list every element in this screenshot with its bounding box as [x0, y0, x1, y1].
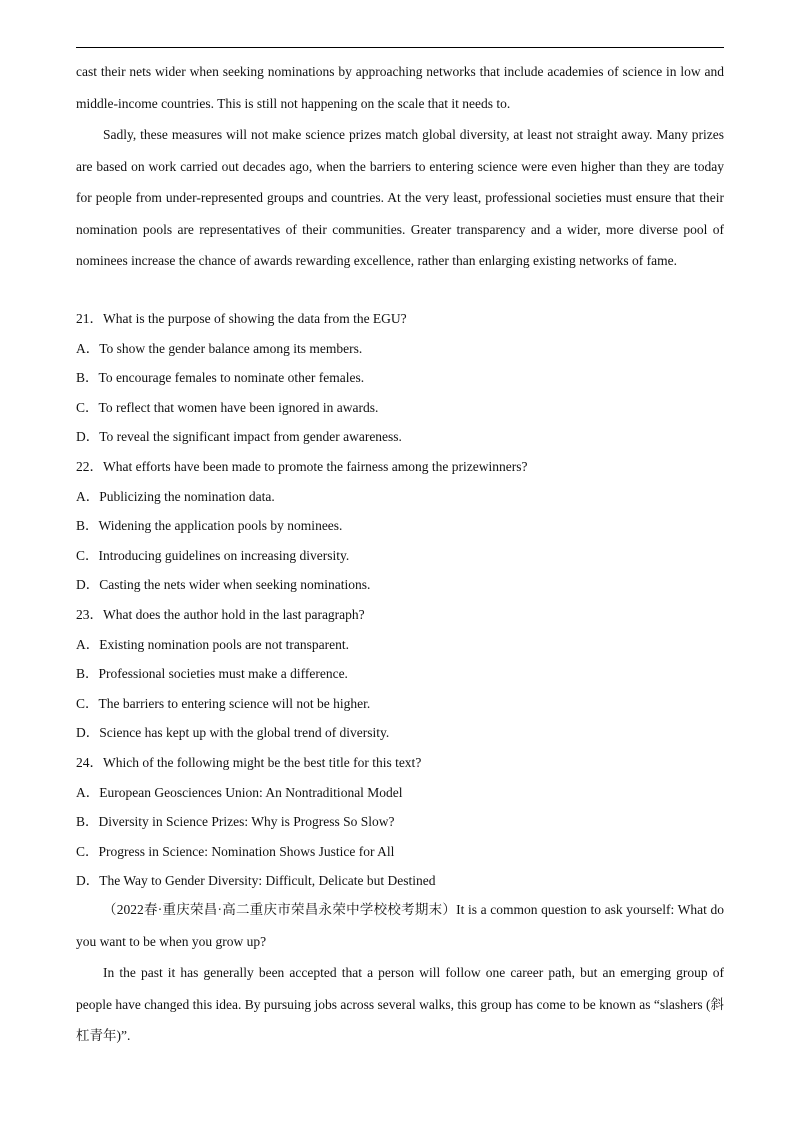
option-text: Professional societies must make a difference. [98, 666, 348, 682]
option-letter: A． [76, 636, 100, 652]
option-text: To show the gender balance among its members. [99, 340, 363, 356]
answer-option[interactable] [76, 659, 724, 689]
option-letter: A． [76, 784, 100, 800]
header-rule [76, 47, 724, 48]
question [76, 748, 724, 896]
question-stem: 24．Which of the following might be the best title for this text? [76, 754, 422, 770]
option-text: Diversity in Science Prizes: Why is Progress So Slow? [98, 814, 395, 830]
question [76, 600, 724, 748]
option-text: Publicizing the nomination data. [99, 488, 275, 504]
option-letter: C． [76, 547, 99, 563]
option-text: Widening the application pools by nominees. [98, 518, 343, 534]
option-letter: A． [76, 488, 100, 504]
option-letter: D． [76, 429, 100, 445]
answer-option[interactable] [76, 718, 724, 748]
option-text: To reflect that women have been ignored in awards. [98, 399, 379, 415]
option-text: The barriers to entering science will not be higher. [98, 695, 371, 711]
passage-paragraph: cast their nets wider when seeking nominations by approaching networks that include academies of science in low and middle-income countries. This is still not happening on the scale that it needs to. [76, 64, 724, 111]
answer-option[interactable] [76, 541, 724, 571]
next-passage-section [76, 894, 724, 1052]
option-text: To reveal the significant impact from gender awareness. [99, 429, 402, 445]
answer-option[interactable] [76, 363, 724, 393]
option-letter: D． [76, 577, 100, 593]
answer-option[interactable] [76, 511, 724, 541]
option-text: Casting the nets wider when seeking nominations. [99, 577, 371, 593]
option-text: To encourage females to nominate other females. [98, 370, 365, 386]
question-stem: 23．What does the author hold in the last paragraph? [76, 606, 365, 622]
answer-option[interactable] [76, 837, 724, 867]
answer-option[interactable] [76, 778, 724, 808]
answer-option[interactable] [76, 689, 724, 719]
question-stem: 21．What is the purpose of showing the data from the EGU? [76, 311, 407, 326]
question-number: 21． [76, 311, 103, 326]
option-letter: B． [76, 666, 99, 682]
option-text: European Geosciences Union: An Nontraditional Model [99, 784, 403, 800]
answer-option[interactable] [76, 482, 724, 512]
answer-option[interactable] [76, 422, 724, 452]
option-text: Existing nomination pools are not transparent. [99, 636, 349, 652]
option-letter: C． [76, 399, 99, 415]
option-text: Progress in Science: Nomination Shows Justice for All [98, 843, 395, 859]
question [76, 304, 724, 452]
option-letter: D． [76, 873, 100, 889]
answer-option[interactable] [76, 393, 724, 423]
question-number: 23． [76, 606, 103, 622]
question [76, 452, 724, 600]
passage-section [76, 56, 724, 277]
option-text: Science has kept up with the global trend of diversity. [99, 725, 390, 741]
questions-section [76, 304, 724, 896]
option-text: Introducing guidelines on increasing diversity. [98, 547, 350, 563]
passage-paragraph: Sadly, these measures will not make science prizes match global diversity, at least not straight away. Many prizes are based on work carried out decades ago, when the barriers to entering science were even higher than they are today for people from under-represented groups and countries. At the very least, professional societies must ensure that their nomination pools are representatives of their communities. Greater transparency and a wider, more diverse pool of nominees increase the chance of awards rewarding excellence, rather than enlarging existing networks of fame. [76, 127, 724, 268]
option-letter: B． [76, 814, 99, 830]
answer-option[interactable] [76, 630, 724, 660]
option-text: The Way to Gender Diversity: Difficult, Delicate but Destined [99, 873, 436, 889]
answer-option[interactable] [76, 334, 724, 364]
passage-intro: （2022春·重庆荣昌·高二重庆市荣昌永荣中学校校考期末）It is a common question to ask yourself: What do you want to be when you grow up? [76, 902, 724, 949]
answer-option[interactable] [76, 866, 724, 896]
question-stem: 22．What efforts have been made to promote the fairness among the prizewinners? [76, 458, 528, 474]
option-letter: C． [76, 843, 99, 859]
source-citation: （2022春·重庆荣昌·高二重庆市荣昌永荣中学校校考期末） [103, 902, 457, 917]
passage-paragraph: In the past it has generally been accepted that a person will follow one career path, but an emerging group of people have changed this idea. By pursuing jobs across several walks, this group has come to be known as “slashers (斜杠青年)”. [76, 965, 724, 1043]
answer-option[interactable] [76, 807, 724, 837]
option-letter: A． [76, 340, 100, 356]
option-letter: B． [76, 518, 99, 534]
option-letter: B． [76, 370, 99, 386]
question-number: 24． [76, 754, 103, 770]
answer-option[interactable] [76, 570, 724, 600]
option-letter: C． [76, 695, 99, 711]
question-number: 22． [76, 458, 103, 474]
option-letter: D． [76, 725, 100, 741]
